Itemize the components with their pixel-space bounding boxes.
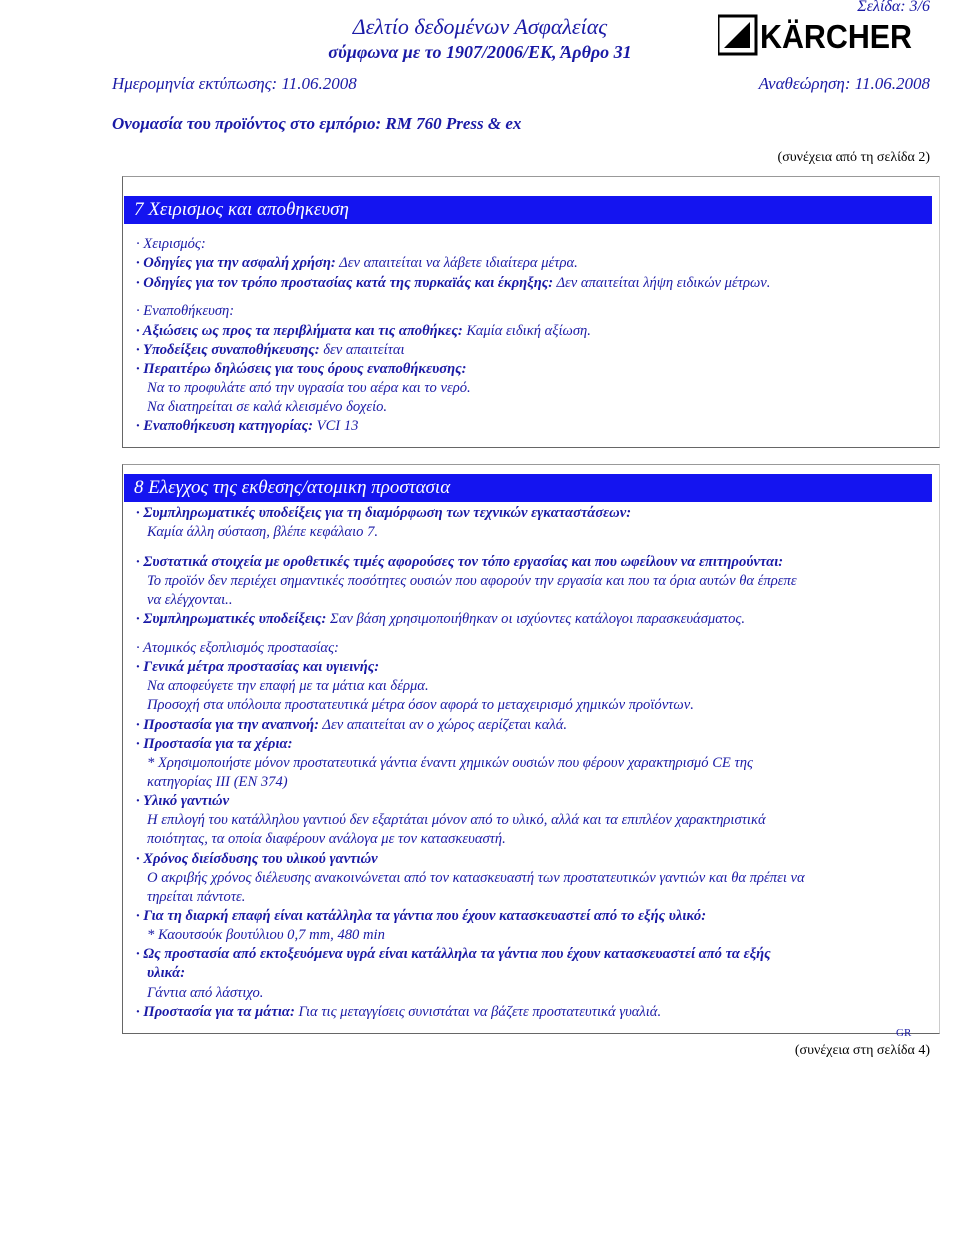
karcher-logo xyxy=(718,14,918,56)
country-code: GR xyxy=(896,1027,912,1039)
section-7-title: 7 Χειρισμος και αποθηκευση xyxy=(124,196,932,224)
ppe-label: · Ατομικός εξοπλισμός προστασίας: xyxy=(136,640,339,656)
penetration-time: · Χρόνος διείσδυσης του υλικού γαντιών xyxy=(136,851,378,867)
long-contact: · Για τη διαρκή επαφή είναι κατάλληλα τα γάντια που έχουν κατασκευαστεί από το εξής υλικό: xyxy=(136,908,707,924)
storage-requirements: · Αξιώσεις ως προς τα περιβλήματα και τις αποθήκες: Καμία ειδική αξίωση. xyxy=(136,323,591,339)
tech-measures-value: Καμία άλλη σύσταση, βλέπε κεφάλαιο 7. xyxy=(147,524,379,540)
continued-from: (συνέχεια από τη σελίδα 2) xyxy=(777,150,930,165)
glove-material-1: Η επιλογή του κατάλληλου γαντιού δεν εξαρτάται μόνον από το υλικό, αλλά και τα επιπλέον χαρακτηριστικά xyxy=(147,812,766,828)
penetration-time-2: τηρείται πάντοτε. xyxy=(147,889,246,905)
penetration-time-1: Ο ακριβής χρόνος διέλευσης ανακοινώνεται από τον κατασκευαστή των προστατευτικών γαντιών και θα πρέπει να xyxy=(147,870,805,886)
hand-protection-1: * Χρησιμοποιήστε μόνον προστατευτικά γάντια έναντι χημικών ουσιών που φέρουν χαρακτηρισμό CE της xyxy=(147,755,753,771)
safe-use: · Οδηγίες για την ασφαλή χρήση: Δεν απαιτείται να λάβετε ιδιαίτερα μέτρα. xyxy=(136,255,578,271)
long-contact-value: * Καουτσούκ βουτύλιου 0,7 mm, 480 min xyxy=(147,927,385,943)
revision-date: Αναθεώρηση: 11.06.2008 xyxy=(758,74,930,93)
glove-material-2: ποιότητας, τα οποία διαφέρουν ανάλογα με τον κατασκευαστή. xyxy=(147,831,506,847)
page-number: Σελίδα: 3/6 xyxy=(857,0,930,15)
general-measures-1: Να αποφεύγετε την επαφή με τα μάτια και δέρμα. xyxy=(147,678,429,694)
eye-protection: · Προστασία για τα μάτια: Για τις μεταγγίσεις συνιστάται να βάζετε προστατευτικά γυαλιά. xyxy=(136,1004,662,1020)
splash-protection-value: Γάντια από λάστιχο. xyxy=(147,985,264,1001)
handling-label: · Χειρισμός: xyxy=(136,236,206,252)
exposure-limits-1: Το προϊόν δεν περιέχει σημαντικές ποσότητες ουσιών που αφορούν την εργασία και που τα όρια αυτών θα έπρεπε xyxy=(147,573,797,589)
splash-protection-2: υλικά: xyxy=(147,965,186,981)
general-measures-2: Προσοχή στα υπόλοιπα προστατευτικά μέτρα όσον αφορά το μεταχειρισμό χημικών προϊόντων. xyxy=(147,697,694,713)
product-name: Ονομασία του προϊόντος στο εμπόριο: RM 760 Press & ex xyxy=(112,114,522,133)
further-storage: · Περαιτέρω δηλώσεις για τους όρους εναποθήκευσης: xyxy=(136,361,467,377)
fire-protection: · Οδηγίες για τον τρόπο προστασίας κατά της πυρκαϊάς και έκρηξης: Δεν απαιτείται λήψη ειδικών μέτρων. xyxy=(136,275,771,291)
storage-class: · Εναποθήκευση κατηγορίας: VCI 13 xyxy=(136,418,359,434)
hand-protection: · Προστασία για τα χέρια: xyxy=(136,736,293,752)
splash-protection: · Ως προστασία από εκτοξευόμενα υγρά είναι κατάλληλα τα γάντια που έχουν κατασκευαστεί από τα εξής xyxy=(136,946,771,962)
document-title: Δελτίο δεδομένων Ασφαλείας xyxy=(352,14,608,39)
section-8-title: 8 Ελεγχος της εκθεσης/ατομικη προστασια xyxy=(124,474,932,502)
respiratory-protection: · Προστασία για την αναπνοή: Δεν απαιτείται αν ο χώρος αερίζεται καλά. xyxy=(136,717,568,733)
general-measures: · Γενικά μέτρα προστασίας και υγιεινής: xyxy=(136,659,380,675)
glove-material: · Υλικό γαντιών xyxy=(136,793,230,809)
additional-info: · Συμπληρωματικές υποδείξεις: Σαν βάση χρησιμοποιήθηκαν οι ισχύοντες κατάλογοι παρασκευάσματος. xyxy=(136,611,745,627)
storage-label: · Εναποθήκευση: xyxy=(136,303,235,319)
exposure-limits-2: να ελέγχονται.. xyxy=(147,592,233,608)
hand-protection-2: κατηγορίας III (EN 374) xyxy=(147,774,288,790)
co-storage: · Υποδείξεις συναποθήκευσης: δεν απαιτείται xyxy=(136,342,405,358)
logo-text: KÄRCHER xyxy=(760,18,913,55)
print-date: Ημερομηνία εκτύπωσης: 11.06.2008 xyxy=(112,74,357,93)
document-subtitle: σύμφωνα με το 1907/2006/ΕΚ, Άρθρο 31 xyxy=(328,42,632,62)
continued-on: (συνέχεια στη σελίδα 4) xyxy=(794,1043,930,1058)
further-storage-1: Να το προφυλάτε από την υγρασία του αέρα και το νερό. xyxy=(147,380,471,396)
tech-measures: · Συμπληρωματικές υποδείξεις για τη διαμόρφωση των τεχνικών εγκαταστάσεων: xyxy=(136,505,632,521)
further-storage-2: Να διατηρείται σε καλά κλεισμένο δοχείο. xyxy=(147,399,388,415)
exposure-limits: · Συστατικά στοιχεία με οροθετικές τιμές αφορούσες τον τόπο εργασίας και που ωφείλουν να επιτηρούνται: xyxy=(136,554,784,570)
